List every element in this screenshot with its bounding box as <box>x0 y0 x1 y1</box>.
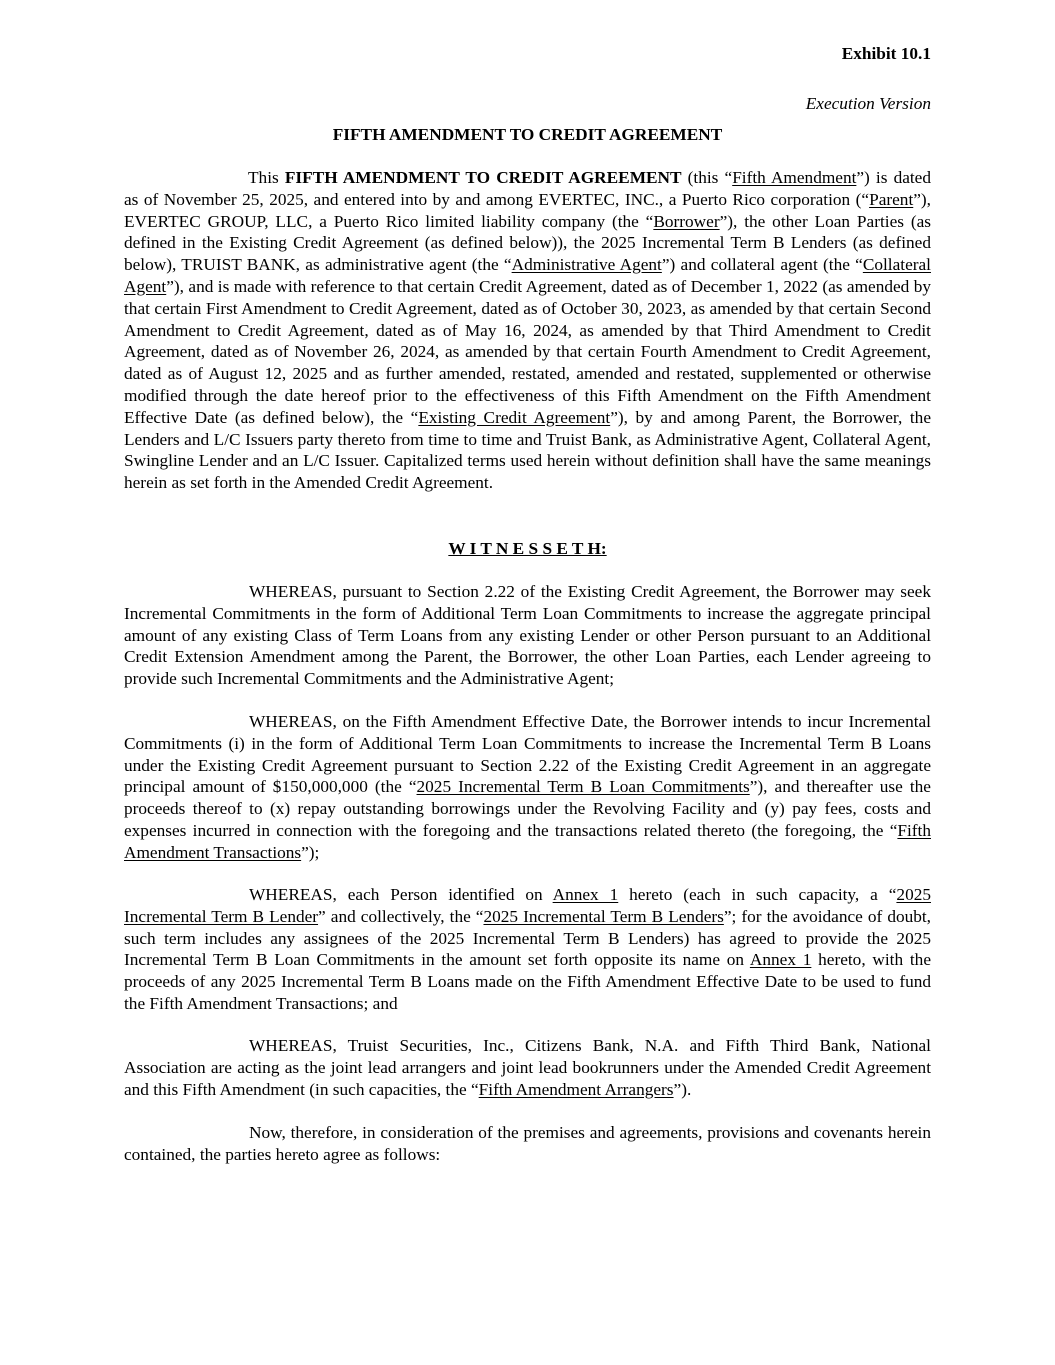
annex-reference: Annex 1 <box>552 885 619 904</box>
version-label: Execution Version <box>805 94 931 113</box>
document-title: FIFTH AMENDMENT TO CREDIT AGREEMENT <box>332 125 723 144</box>
annex-reference: Annex 1 <box>749 950 812 970</box>
defined-term: Fifth Amendment <box>732 168 857 187</box>
defined-term: Collateral Agent <box>124 255 931 296</box>
whereas-paragraph-3: WHEREAS, each Person identified on Annex 1 hereto (each in such capacity, a “2025 Incremental Term B Lender” and collectively, the “2025 Incremental Term B Lenders”; for the avoidance of doubt, such term includes any assignees of the 2025 Incremental Term B Lenders) has agreed to provide the 2025 Incremental Term B Loan Commitments in the amount set forth opposite its name on Annex 1 hereto, with the proceeds of any 2025 Incremental Term B Loans made on the Fifth Amendment Effective Date to be used to fund the Fifth Amendment Transactions; and <box>124 885 932 1013</box>
defined-term: Fifth Amendment Transactions <box>124 820 931 862</box>
intro-paragraph: This FIFTH AMENDMENT TO CREDIT AGREEMENT (this “Fifth Amendment”) is dated as of November 25, 2025, and entered into by and among EVERTEC, INC., a Puerto Rico corporation (“Parent”), EVERTEC GROUP, LLC, a Puerto Rico limited liability company (the “Borrower”), the other Loan Parties (as defined in the Existing Credit Agreement (as defined below)), the 2025 Incremental Term B Lenders (as defined below), TRUIST BANK, as administrative agent (the “Administrative Agent”) and collateral agent (the “Collateral Agent”), and is made with reference to that certain Credit Agreement, dated as of December 1, 2022 (as amended by that certain First Amendment to Credit Agreement, dated as of October 30, 2023, as amended by that certain Second Amendment to Credit Agreement, dated as of May 16, 2024, as amended by that Third Amendment to Credit Agreement, dated as of November 26, 2024, as amended by that certain Fourth Amendment to Credit Agreement, dated as of August 12, 2025 and as further amended, restated, amended and restated, supplemented or otherwise modified through the date hereof prior to the effectiveness of this Fifth Amendment on the Fifth Amendment Effective Date (as defined below), the “Existing Credit Agreement”), by and among Parent, the Borrower, the Lenders and L/C Issuers party thereto from time to time and Truist Bank, as Administrative Agent, Collateral Agent, Swingline Lender and an L/C Issuer. Capitalized terms used herein without definition shall have the same meanings herein as set forth in the Amended Credit Agreement. <box>124 168 931 493</box>
whereas-paragraph-4: WHEREAS, Truist Securities, Inc., Citizens Bank, N.A. and Fifth Third Bank, National Association are acting as the joint lead arrangers and joint lead bookrunners under the Amended Credit Agreement and this Fifth Amendment (in such capacities, the “Fifth Amendment Arrangers”). <box>124 1036 931 1099</box>
defined-term-bold: FIFTH AMENDMENT TO CREDIT AGREEMENT <box>284 168 682 187</box>
defined-term: 2025 Incremental Term B Lender <box>124 885 931 926</box>
witnesseth-heading: W I T N E S S E T H: <box>448 539 607 558</box>
defined-term: Fifth Amendment Arrangers <box>478 1079 674 1099</box>
defined-term: Administrative Agent <box>511 255 662 275</box>
defined-term: Borrower <box>653 211 720 231</box>
defined-term: 2025 Incremental Term B Loan Commitments <box>416 777 750 797</box>
defined-term: Parent <box>869 189 914 209</box>
exhibit-label: Exhibit 10.1 <box>841 44 931 63</box>
whereas-paragraph-2: WHEREAS, on the Fifth Amendment Effective Date, the Borrower intends to incur Incremental Commitments (i) in the form of Additional Term Loan Commitments to increase the Incremental Term B Loans under the Existing Credit Agreement pursuant to Section 2.22 of the Existing Credit Agreement in an aggregate principal amount of $150,000,000 (the “2025 Incremental Term B Loan Commitments”), and thereafter use the proceeds thereof to (x) repay outstanding borrowings under the Revolving Facility and (y) pay fees, costs and expenses incurred in connection with the foregoing and the transactions related thereto (the foregoing, the “Fifth Amendment Transactions”); <box>124 712 931 862</box>
whereas-paragraph-1: WHEREAS, pursuant to Section 2.22 of the Existing Credit Agreement, the Borrower may seek Incremental Commitments in the form of Additional Term Loan Commitments to increase the aggregate principal amount of any existing Class of Term Loans from any existing Lender or other Person pursuant to an Additional Credit Extension Amendment among the Parent, the Borrower, the other Loan Parties, each Lender agreeing to provide such Incremental Commitments and the Administrative Agent; <box>124 582 931 689</box>
closing-paragraph: Now, therefore, in consideration of the premises and agreements, provisions and covenants herein contained, the parties hereto agree as follows: <box>124 1123 931 1164</box>
defined-term: 2025 Incremental Term B Lenders <box>483 906 724 926</box>
defined-term: Existing Credit Agreement <box>418 407 611 427</box>
